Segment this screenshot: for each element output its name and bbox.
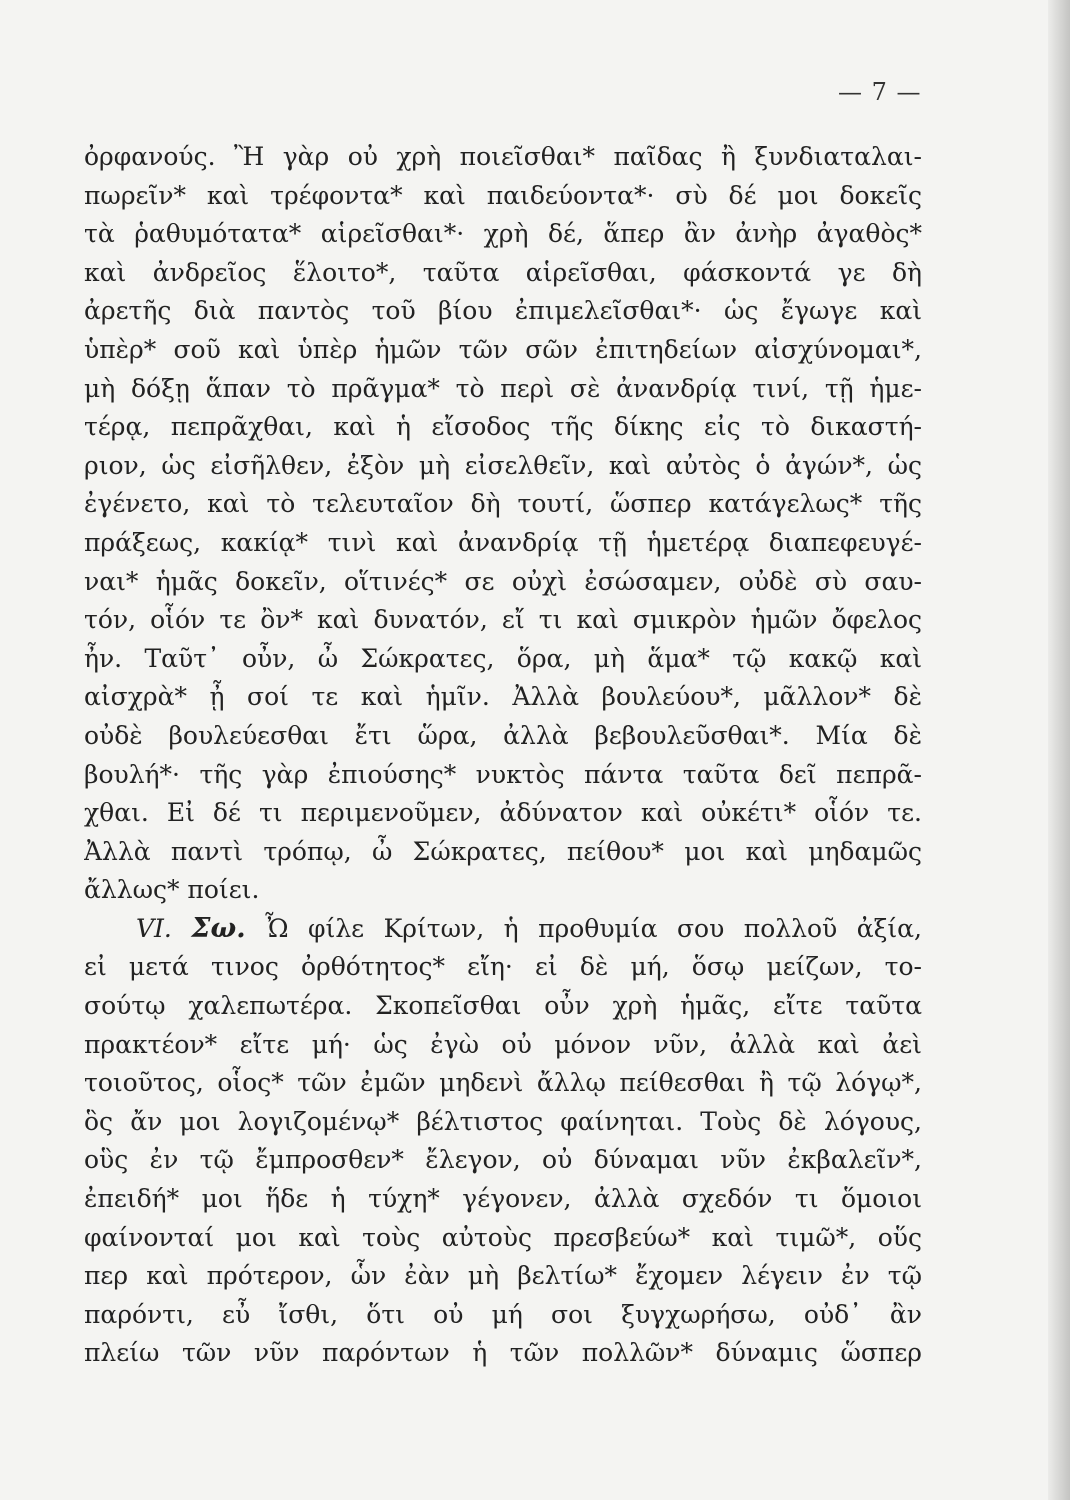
speaker-label: Σω. [191,912,246,944]
text-line: σούτῳ χαλεπωτέρα. Σκοπεῖσθαι οὖν χρὴ ἡμᾶς, εἴτε ταῦτα [84,991,922,1021]
text-line: βουλή*· τῆς γὰρ ἐπιούσης* νυκτὸς πάντα ταῦτα δεῖ πεπρᾶ- [84,759,922,789]
text-line: μὴ δόξῃ ἅπαν τὸ πρᾶγμα* τὸ περὶ σὲ ἀνανδρίᾳ τινί, τῇ ἡμε- [84,373,922,403]
text-line: ναι* ἡμᾶς δοκεῖν, οἵτινές* σε οὐχὶ ἐσώσαμεν, οὐδὲ σὺ σαυ- [84,566,922,596]
text-line: οὐδὲ βουλεύεσθαι ἔτι ὥρα, ἀλλὰ βεβουλεῦσθαι*. Μία δὲ [84,720,922,750]
text-line: αἰσχρὰ* ᾖ σοί τε καὶ ἡμῖν. Ἀλλὰ βουλεύου*, μᾶλλον* δὲ [84,682,922,712]
text-line: εἰ μετά τινος ὀρθότητος* εἴη· εἰ δὲ μή, ὅσῳ μείζων, το- [84,952,922,982]
text-line: οὓς ἐν τῷ ἔμπροσθεν* ἔλεγον, οὐ δύναμαι νῦν ἐκβαλεῖν*, [84,1145,922,1175]
text-line: ἐγένετο, καὶ τὸ τελευταῖον δὴ τουτί, ὥσπερ κατάγελως* τῆς [84,489,922,519]
text-line: ὃς ἄν μοι λογιζομένῳ* βέλτιστος φαίνηται. Τοὺς δὲ λόγους, [84,1106,922,1136]
section-heading-line [84,910,922,949]
text-line: χθαι. Εἰ δέ τι περιμενοῦμεν, ἀδύνατον καὶ οὐκέτι* οἷόν τε. [84,798,922,828]
page-edge-shadow [1048,0,1070,1500]
text-line: περ καὶ πρότερον, ὧν ἐὰν μὴ βελτίω* ἔχομεν λέγειν ἐν τῷ [84,1261,922,1291]
text-line: ἀρετῆς διὰ παντὸς τοῦ βίου ἐπιμελεῖσθαι*· ὡς ἔγωγε καὶ [84,296,922,326]
text-line: πράξεως, κακίᾳ* τινὶ καὶ ἀνανδρίᾳ τῇ ἡμετέρᾳ διαπεφευγέ- [84,527,922,557]
section-number: VI. [136,913,172,943]
text-line: πωρεῖν* καὶ τρέφοντα* καὶ παιδεύοντα*· σὺ δέ μοι δοκεῖς [84,180,922,210]
text-line: ἐπειδή* μοι ἥδε ἡ τύχη* γέγονεν, ἀλλὰ σχεδόν τι ὅμοιοι [84,1184,922,1214]
text-line: τοιοῦτος, οἷος* τῶν ἐμῶν μηδενὶ ἄλλῳ πείθεσθαι ἢ τῷ λόγῳ*, [84,1068,922,1098]
text-line: τὰ ῥαθυμότατα* αἱρεῖσθαι*· χρὴ δέ, ἅπερ ἂν ἀνὴρ ἀγαθὸς* [84,219,922,249]
body-text [84,138,922,1373]
text-line: παρόντι, εὖ ἴσθι, ὅτι οὐ μή σοι ξυγχωρήσω, οὐδ᾿ ἂν [84,1299,922,1329]
text-line: τέρᾳ, πεπρᾶχθαι, καὶ ἡ εἴσοδος τῆς δίκης εἰς τὸ δικαστή- [84,412,922,442]
page-number: — 7 — [838,78,922,106]
text-line: ἄλλως* ποίει. [84,875,260,905]
section-first-line: Ὦ φίλε Κρίτων, ἡ προθυμία σου πολλοῦ ἀξία, [265,913,922,943]
text-line: φαίνονταί μοι καὶ τοὺς αὐτοὺς πρεσβεύω* καὶ τιμῶ*, οὕς [84,1222,922,1252]
text-line: τόν, οἷόν τε ὂν* καὶ δυνατόν, εἴ τι καὶ σμικρὸν ἡμῶν ὄφελος [84,605,922,635]
text-line: ὀρφανούς. Ἢ γὰρ οὐ χρὴ ποιεῖσθαι* παῖδας ἢ ξυνδιαταλαι- [84,142,922,171]
text-line: πρακτέον* εἴτε μή· ὡς ἐγὼ οὐ μόνον νῦν, ἀλλὰ καὶ ἀεὶ [84,1029,922,1059]
text-line: ἦν. Ταῦτ᾿ οὖν, ὦ Σώκρατες, ὅρα, μὴ ἅμα* τῷ κακῷ καὶ [84,643,922,673]
text-line: ὑπὲρ* σοῦ καὶ ὑπὲρ ἡμῶν τῶν σῶν ἐπιτηδείων αἰσχύνομαι*, [84,334,922,364]
text-line: Ἀλλὰ παντὶ τρόπῳ, ὦ Σώκρατες, πείθου* μοι καὶ μηδαμῶς [84,836,922,866]
text-line: ριον, ὡς εἰσῆλθεν, ἐξὸν μὴ εἰσελθεῖν, καὶ αὐτὸς ὁ ἀγών*, ὡς [84,450,922,480]
text-line: πλείω τῶν νῦν παρόντων ἡ τῶν πολλῶν* δύναμις ὥσπερ [84,1338,922,1368]
text-line: καὶ ἀνδρεῖος ἕλοιτο*, ταῦτα αἱρεῖσθαι, φάσκοντά γε δὴ [84,257,922,287]
